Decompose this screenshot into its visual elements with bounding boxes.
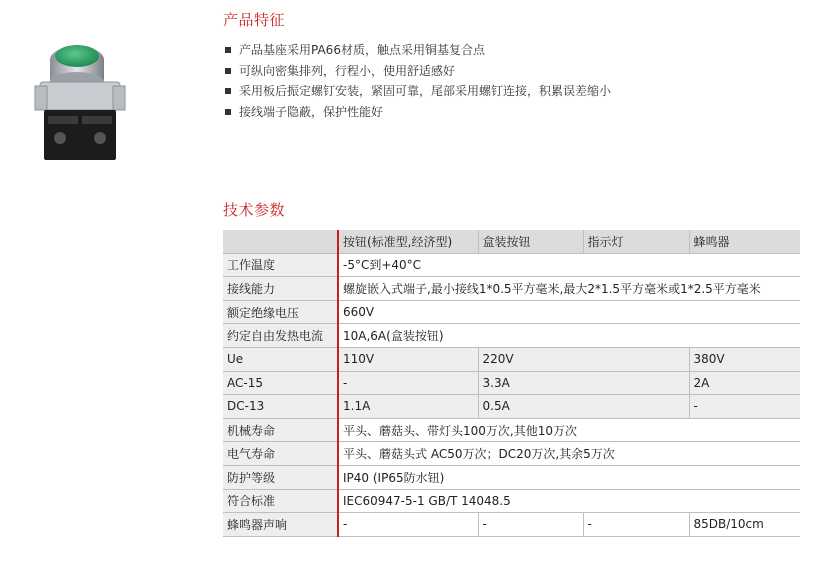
row-value: 0.5A xyxy=(478,395,689,419)
table-row xyxy=(223,489,800,513)
table-row xyxy=(223,371,800,395)
row-value: 110V xyxy=(338,347,478,371)
row-value: IP40 (IP65防水钮) xyxy=(338,465,800,489)
row-label: 额定绝缘电压 xyxy=(223,300,338,324)
row-label: 工作温度 xyxy=(223,253,338,277)
row-value: - xyxy=(583,513,689,537)
product-image xyxy=(30,30,130,170)
table-row xyxy=(223,465,800,489)
row-label: 符合标准 xyxy=(223,489,338,513)
row-label: DC-13 xyxy=(223,395,338,419)
row-value: 220V xyxy=(478,347,689,371)
row-value: - xyxy=(338,371,478,395)
table-row xyxy=(223,253,800,277)
row-value: - xyxy=(338,513,478,537)
table-header-cell: 蜂鸣器 xyxy=(689,230,800,253)
row-label: AC-15 xyxy=(223,371,338,395)
params-title: 技术参数 xyxy=(223,201,286,219)
row-value: 10A,6A(盒装按钮) xyxy=(338,324,800,348)
table-header-row xyxy=(223,230,800,253)
row-label: 接线能力 xyxy=(223,277,338,301)
table-row xyxy=(223,395,800,419)
bullet-square-icon xyxy=(225,68,231,74)
bullet-square-icon xyxy=(225,88,231,94)
features-title: 产品特征 xyxy=(223,11,286,29)
list-item: 可纵向密集排列，行程小，使用舒适感好 xyxy=(223,61,611,82)
row-value: - xyxy=(478,513,583,537)
table-header-cell: 指示灯 xyxy=(583,230,689,253)
list-item: 采用板后振定螺钉安装，紧固可靠，尾部采用螺钉连接，积累误差缩小 xyxy=(223,81,611,102)
table-row xyxy=(223,418,800,442)
table-header-cell: 按钮(标准型,经济型) xyxy=(338,230,478,253)
params-table xyxy=(223,230,800,537)
row-label: 防护等级 xyxy=(223,465,338,489)
row-value: 2A xyxy=(689,371,800,395)
row-value: - xyxy=(689,395,800,419)
row-value: 平头、蘑菇头、带灯头100万次,其他10万次 xyxy=(338,418,800,442)
table-row xyxy=(223,442,800,466)
table-header-cell: 盒装按钮 xyxy=(478,230,583,253)
row-label: Ue xyxy=(223,347,338,371)
row-value: 380V xyxy=(689,347,800,371)
row-label: 约定自由发热电流 xyxy=(223,324,338,348)
bullet-square-icon xyxy=(225,47,231,53)
row-value: 85DB/10cm xyxy=(689,513,800,537)
list-item: 接线端子隐蔽，保护性能好 xyxy=(223,102,611,123)
table-row xyxy=(223,324,800,348)
table-row xyxy=(223,347,800,371)
row-value: 平头、蘑菇头式 AC50万次；DC20万次,其余5万次 xyxy=(338,442,800,466)
bullet-square-icon xyxy=(225,109,231,115)
row-value: IEC60947-5-1 GB/T 14048.5 xyxy=(338,489,800,513)
row-label: 机械寿命 xyxy=(223,418,338,442)
table-row xyxy=(223,513,800,537)
push-button-switch-image xyxy=(30,30,130,170)
row-label: 蜂鸣器声响 xyxy=(223,513,338,537)
row-value: 螺旋嵌入式端子,最小接线1*0.5平方毫米,最大2*1.5平方毫米或1*2.5平方毫米 xyxy=(338,277,800,301)
row-value: 1.1A xyxy=(338,395,478,419)
row-value: -5°C到+40°C xyxy=(338,253,800,277)
row-label: 电气寿命 xyxy=(223,442,338,466)
row-value: 660V xyxy=(338,300,800,324)
table-header-cell xyxy=(223,230,338,253)
table-row xyxy=(223,300,800,324)
features-list xyxy=(223,40,611,122)
row-value: 3.3A xyxy=(478,371,689,395)
table-row xyxy=(223,277,800,301)
list-item: 产品基座采用PA66材质，触点采用铜基复合点 xyxy=(223,40,611,61)
